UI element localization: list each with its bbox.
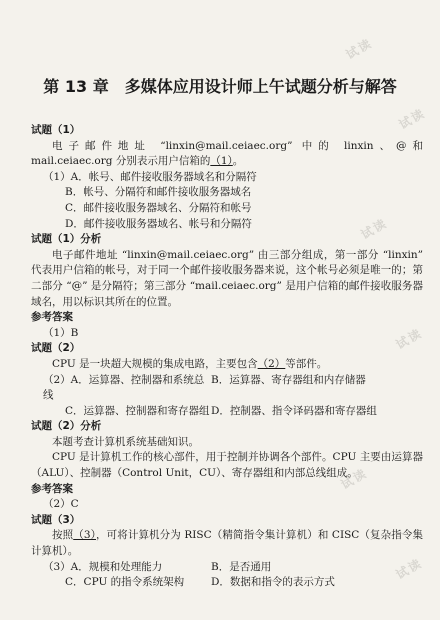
analysis-1-text: 电子邮件地址 “linxin@mail.ceiaec.org” 由三部分组成，第一部分 “linxin” 代表用户信箱的帐号，对于同一个邮件接收服务器来说，这个帐号必须是唯一的；第二部分 “@” 是分隔符；第三部分 “mail.ceiaec.org” 是用户信箱的邮件接收服务器域名，用以标识其所在的位置。 — [31, 248, 423, 308]
question-2-stem-end: 等部件。 — [285, 357, 328, 370]
answer-2: （2）C — [43, 498, 79, 511]
question-1-blank: （1） — [210, 155, 233, 168]
question-2-options-row-1 — [31, 373, 423, 404]
question-3-options-row-1 — [31, 560, 423, 576]
watermark: 试读 — [343, 35, 375, 62]
question-3-options-row-2 — [31, 575, 423, 591]
question-1-option-a: （1）A．帐号、邮件接收服务器域名和分隔符 — [43, 170, 257, 183]
question-2-stem-text: CPU 是一块超大规模的集成电路，主要包含 — [52, 357, 258, 370]
analysis-2-text-1: 本题考查计算机系统基础知识。 — [52, 435, 199, 448]
watermark: 试读 — [396, 105, 428, 132]
question-3-option-a: （3）A．规模和处理能力 — [43, 560, 163, 573]
analysis-2-text-2: CPU 是计算机工作的核心部件，用于控制并协调各个部件。CPU 主要由运算器（ALU）、控制器（Control Unit，CU）、寄存器组和内部总线组成。 — [31, 451, 423, 480]
question-2-blank: （2） — [257, 357, 286, 370]
question-2-option-d: D．控制器、指令译码器和寄存器组 — [211, 404, 377, 417]
document-body — [31, 123, 423, 591]
question-1-heading: 试题（1） — [31, 124, 81, 136]
question-3-heading: 试题（3） — [31, 513, 81, 526]
question-3-stem — [31, 528, 423, 559]
analysis-1-heading: 试题（1）分析 — [31, 233, 102, 246]
chapter-title: 第 13 章 多媒体应用设计师上午试题分析与解答 — [43, 77, 397, 96]
question-1-stem-text: 电子邮件地址 “linxin@mail.ceiaec.org” 中的 linxin、@和 mail.ceiaec.org 分别表示用户信箱的 — [31, 139, 423, 168]
question-3-option-c: C．CPU 的指令系统架构 — [65, 576, 185, 589]
watermark: 试读 — [358, 215, 390, 242]
answer-1: （1）B — [43, 326, 79, 339]
question-3-option-d: D．数据和指令的表示方式 — [211, 576, 335, 589]
watermark: 试读 — [393, 325, 425, 352]
question-1-stem — [31, 139, 423, 170]
question-1-stem-end: 。 — [232, 155, 244, 168]
question-3-option-b: B．是否通用 — [211, 560, 272, 573]
question-3-stem-text: 按照 — [52, 529, 74, 542]
watermark: 试读 — [338, 465, 370, 492]
question-2-option-a: （2）A．运算器、控制器和系统总线 — [43, 373, 205, 402]
question-1-option-d: D．邮件接收服务器域名、帐号和分隔符 — [65, 217, 252, 230]
question-2-option-c: C．运算器、控制器和寄存器组 — [65, 404, 210, 417]
watermark: 试读 — [393, 555, 425, 582]
question-2-heading: 试题（2） — [31, 342, 81, 355]
question-3-stem-end: ，可将计算机分为 RISC（精简指令集计算机）和 CISC（复杂指令集计算机）。 — [31, 529, 423, 558]
analysis-2-heading: 试题（2）分析 — [31, 420, 102, 433]
question-2-stem — [31, 357, 423, 373]
question-1-option-b: B．帐号、分隔符和邮件接收服务器域名 — [65, 186, 252, 199]
question-2-option-b: B．运算器、寄存器组和内存储器 — [211, 373, 366, 386]
answer-1-heading: 参考答案 — [31, 311, 73, 324]
question-1-option-c: C．邮件接收服务器域名、分隔符和帐号 — [65, 201, 252, 214]
question-2-options-row-2 — [31, 404, 423, 420]
question-3-blank: （3） — [73, 529, 96, 542]
answer-2-heading: 参考答案 — [31, 482, 73, 495]
